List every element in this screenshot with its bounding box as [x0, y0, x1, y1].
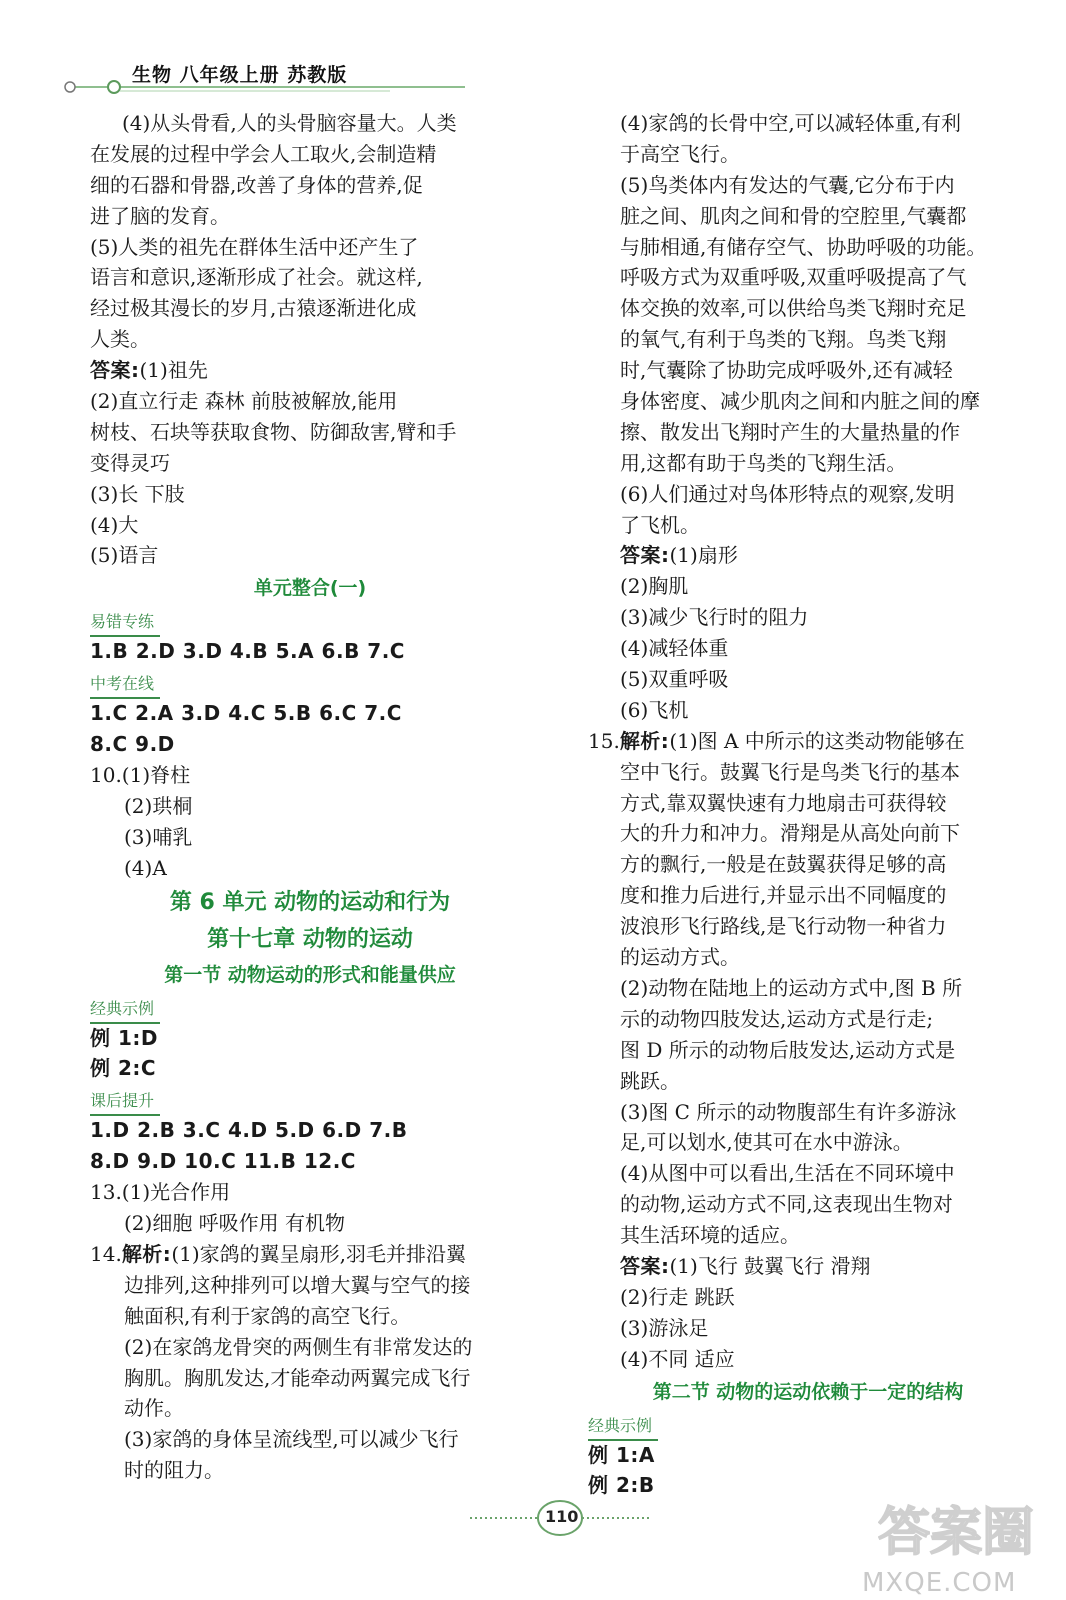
text-line: 13.(1)光合作用 — [90, 1180, 231, 1205]
text-line: (3)游泳足 — [620, 1315, 709, 1340]
text-line: 于高空飞行。 — [620, 141, 740, 166]
text-line: (4)从图中可以看出,生活在不同环境中 — [620, 1161, 955, 1186]
analysis-text: (1)图 A 中所示的这类动物能够在 — [669, 728, 965, 753]
text-line: (2)细胞 呼吸作用 有机物 — [124, 1211, 346, 1236]
text-line: 身体密度、减少肌肉之间和内脏之间的摩 — [620, 389, 980, 414]
text-line: 擦、散发出飞翔时产生的大量热量的作 — [620, 419, 960, 444]
answer-label: 答案: — [620, 1253, 670, 1278]
section-tag: 课后提升 — [90, 1090, 160, 1116]
analysis-label: 解析: — [121, 1241, 172, 1266]
text-line: 足,可以划水,使其可在水中游泳。 — [620, 1130, 913, 1155]
example-answer: 例 1:A — [588, 1442, 655, 1467]
watermark-text: MXQE.COM — [862, 1568, 1017, 1598]
header-title: 生物 八年级上册 苏教版 — [132, 64, 348, 86]
text-line: 波浪形飞行路线,是飞行动物一种省力 — [620, 914, 947, 939]
text-line: (4)A — [124, 855, 167, 880]
text-line: 语言和意识,逐渐形成了社会。就这样, — [90, 265, 423, 290]
answer-text: (1)飞行 鼓翼飞行 滑翔 — [669, 1253, 871, 1278]
text-line: 用,这都有助于鸟类的飞翔生活。 — [620, 450, 907, 475]
example-answer: 例 1:D — [90, 1025, 158, 1050]
text-line: 胸肌。胸肌发达,才能牵动两翼完成飞行 — [124, 1365, 471, 1390]
text-line: (5)语言 — [90, 543, 159, 568]
text-line: (4)家鸽的长骨中空,可以减轻体重,有利 — [620, 111, 962, 135]
text-line: 进了脑的发育。 — [90, 203, 230, 228]
text-line: 10.(1)脊柱 — [90, 763, 191, 788]
text-line: (2)在家鸽龙骨突的两侧生有非常发达的 — [124, 1334, 473, 1359]
text-line: 在发展的过程中学会人工取火,会制造精 — [90, 141, 437, 166]
answer-label: 答案: — [620, 543, 670, 568]
unit-review-title: 单元整合(一) — [253, 577, 367, 600]
text-line: 空中飞行。鼓翼飞行是鸟类飞行的基本 — [620, 759, 960, 784]
text-line: 体交换的效率,可以供给鸟类飞翔时充足 — [620, 296, 967, 321]
text-line: 与肺相通,有储存空气、协助呼吸的功能。 — [620, 234, 987, 259]
text-line: 经过极其漫长的岁月,古猿逐渐进化成 — [90, 296, 417, 321]
text-line: 度和推力后进行,并显示出不同幅度的 — [620, 883, 947, 908]
header-decoration — [60, 76, 480, 96]
text-line: 方式,靠双翼快速有力地扇击可获得较 — [620, 790, 947, 815]
answer-row: 1.B 2.D 3.D 4.B 5.A 6.B 7.C — [90, 639, 405, 664]
question-number: 15. — [588, 728, 620, 753]
text-line: (2)胸肌 — [620, 574, 689, 599]
page-footer — [470, 1498, 670, 1538]
chapter-title: 第十七章 动物的运动 — [207, 926, 413, 952]
example-answer: 例 2:B — [588, 1473, 655, 1498]
text-line: 其生活环境的适应。 — [620, 1223, 800, 1248]
page-header — [60, 58, 480, 108]
left-column — [90, 108, 530, 1486]
text-line: 人类。 — [90, 327, 150, 352]
right-column — [588, 108, 1028, 1501]
section-tag: 经典示例 — [90, 998, 160, 1024]
text-line: 的动物,运动方式不同,这表现出生物对 — [620, 1192, 953, 1217]
section-title: 第二节 动物的运动依赖于一定的结构 — [652, 1380, 964, 1403]
text-line: (5)双重呼吸 — [620, 667, 729, 692]
text-line: (6)飞机 — [620, 697, 689, 722]
text-line: (4)不同 适应 — [620, 1346, 735, 1371]
text-line: (6)人们通过对鸟体形特点的观察,发明 — [620, 481, 955, 506]
text-line: 的氧气,有利于鸟类的飞翔。鸟类飞翔 — [620, 327, 947, 352]
text-line: (3)减少飞行时的阻力 — [620, 605, 809, 630]
text-line: (2)珙桐 — [124, 793, 193, 818]
text-line: 了飞机。 — [620, 512, 700, 537]
analysis-label: 解析: — [619, 728, 670, 753]
text-line: 时的阻力。 — [124, 1458, 224, 1483]
text-line: 脏之间、肌肉之间和骨的空腔里,气囊都 — [620, 203, 967, 228]
answer-row: 1.C 2.A 3.D 4.C 5.B 6.C 7.C — [90, 701, 402, 726]
text-line: (3)长 下肢 — [90, 481, 185, 506]
text-line: (4)减轻体重 — [620, 636, 729, 661]
answer-row: 1.D 2.B 3.C 4.D 5.D 6.D 7.B — [90, 1118, 408, 1143]
answer-label: 答案: — [90, 358, 140, 383]
text-line: (5)人类的祖先在群体生活中还产生了 — [90, 234, 419, 259]
answer-text: (1)扇形 — [669, 543, 738, 568]
text-line: 触面积,有利于家鸽的高空飞行。 — [124, 1303, 411, 1328]
section-tag: 中考在线 — [90, 673, 160, 699]
text-line: (5)鸟类体内有发达的气囊,它分布于内 — [620, 172, 955, 197]
section-tag: 经典示例 — [588, 1415, 658, 1441]
text-line: (3)家鸽的身体呈流线型,可以减少飞行 — [124, 1427, 459, 1452]
unit-title: 第 6 单元 动物的运动和行为 — [169, 889, 451, 915]
text-line: (3)图 C 所示的动物腹部生有许多游泳 — [620, 1099, 957, 1124]
text-line: (4)大 — [90, 512, 139, 537]
text-line: (4)从头骨看,人的头骨脑容量大。人类 — [122, 111, 457, 135]
answer-line — [90, 355, 530, 386]
page-number: 110 — [545, 1507, 579, 1526]
text-line: 时,气囊除了协助完成呼吸外,还有减轻 — [620, 358, 953, 383]
text-line: 示的动物四肢发达,运动方式是行走; — [620, 1006, 934, 1031]
text-line: 跳跃。 — [620, 1068, 680, 1093]
text-line: 树枝、石块等获取食物、防御敌害,臂和手 — [90, 419, 457, 444]
example-answer: 例 2:C — [90, 1056, 157, 1081]
text-line: 大的升力和冲力。滑翔是从高处向前下 — [620, 821, 960, 846]
text-line: 图 D 所示的动物后肢发达,运动方式是 — [620, 1037, 956, 1062]
text-line: 边排列,这种排列可以增大翼与空气的接 — [124, 1272, 471, 1297]
answer-row: 8.D 9.D 10.C 11.B 12.C — [90, 1149, 356, 1174]
section-tag: 易错专练 — [90, 611, 160, 637]
answer-row: 8.C 9.D — [90, 732, 175, 757]
text-line: 方的飘行,一般是在鼓翼获得足够的高 — [620, 852, 947, 877]
text-line: 细的石器和骨器,改善了身体的营养,促 — [90, 172, 423, 197]
text-line: (3)哺乳 — [124, 824, 193, 849]
text-line: (2)直立行走 森林 前肢被解放,能用 — [90, 389, 398, 414]
text-line: 呼吸方式为双重呼吸,双重呼吸提高了气 — [620, 265, 967, 290]
section-title: 第一节 动物运动的形式和能量供应 — [164, 963, 456, 986]
text-line: 动作。 — [124, 1396, 184, 1421]
text-line: (2)动物在陆地上的运动方式中,图 B 所 — [620, 975, 963, 1000]
text-line: 的运动方式。 — [620, 945, 740, 970]
text-line: (2)行走 跳跃 — [620, 1284, 735, 1309]
question-number: 14. — [90, 1241, 122, 1266]
answer-text: (1)祖先 — [139, 358, 208, 383]
analysis-text: (1)家鸽的翼呈扇形,羽毛并排沿翼 — [171, 1241, 466, 1266]
watermark-chars: 答案圈 — [878, 1503, 1035, 1563]
text-line: 变得灵巧 — [90, 450, 170, 475]
